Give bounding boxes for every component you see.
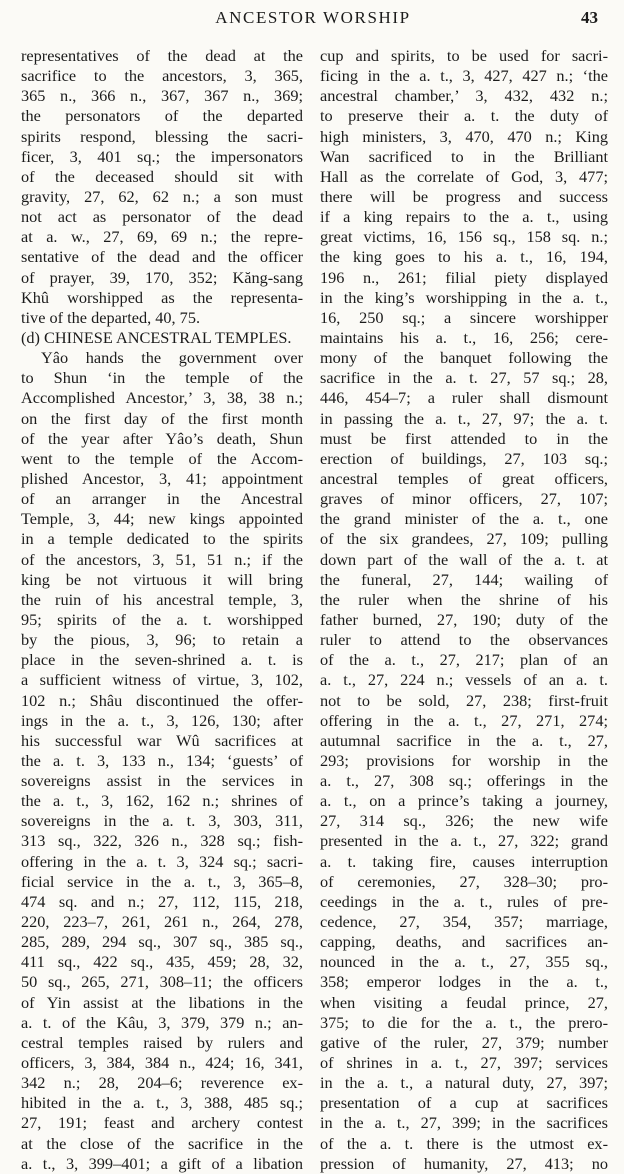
index-line: Accomplished Ancestor,’ 3, 38, 38 n.; <box>21 388 303 408</box>
index-line: sacrifice in the a. t. 27, 57 sq.; 28, <box>320 368 608 388</box>
index-line: sacrifice to the ancestors, 3, 365, <box>21 66 303 86</box>
index-line: 411 sq., 422 sq., 435, 459; 28, 32, <box>21 952 303 972</box>
index-line: at a. w., 27, 69, 69 n.; the repre- <box>21 227 303 247</box>
index-line: in the a. t., a natural duty, 27, 397; <box>320 1073 608 1093</box>
index-line: in a temple dedicated to the spirits <box>21 529 303 549</box>
index-line: went to the temple of the Accom- <box>21 448 303 468</box>
index-line: place in the seven-shrined a. t. is <box>21 650 303 670</box>
index-line: cedence, 27, 354, 357; marriage, <box>320 912 608 932</box>
index-line: of ceremonies, 27, 328–30; pro- <box>320 871 608 891</box>
index-line: the funeral, 27, 144; wailing of <box>320 569 608 589</box>
index-line: not act as personator of the dead <box>21 207 303 227</box>
index-line: a. t., 27, 308 sq.; offerings in the <box>320 771 608 791</box>
index-line: hibited in the a. t., 3, 388, 485 sq.; <box>21 1093 303 1113</box>
index-line: down part of the wall of the a. t. at <box>320 549 608 569</box>
page-number: 43 <box>581 8 598 27</box>
index-line: of the year after Yâo’s death, Shun <box>21 428 303 448</box>
index-line: Khû worshipped as the representa- <box>21 287 303 307</box>
index-line: 16, 250 sq.; a sincere worshipper <box>320 307 608 327</box>
index-line: not to be sold, 27, 238; first-fruit <box>320 690 608 710</box>
index-line: ings in the a. t., 3, 126, 130; after <box>21 710 303 730</box>
index-line: 27, 314 sq., 326; the new wife <box>320 811 608 831</box>
index-line: cestral temples raised by rulers and <box>21 1032 303 1052</box>
index-line: ficing in the a. t., 3, 427, 427 n.; ‘the <box>320 66 608 86</box>
index-line: king be not virtuous it will bring <box>21 569 303 589</box>
index-line: presented in the a. t., 27, 322; grand <box>320 831 608 851</box>
index-line: of an arranger in the Ancestral <box>21 489 303 509</box>
index-line: nounced in the a. t., 27, 355 sq., <box>320 952 608 972</box>
index-line: the a. t. 3, 133 n., 134; ‘guests’ of <box>21 750 303 770</box>
index-line: officers, 3, 384, 384 n., 424; 16, 341, <box>21 1053 303 1073</box>
index-line: mony of the banquet following the <box>320 348 608 368</box>
page-header <box>28 8 598 34</box>
right-column <box>320 46 608 1174</box>
index-line: 285, 289, 294 sq., 307 sq., 385 sq., <box>21 932 303 952</box>
index-line: gravity, 27, 62, 62 n.; a son must <box>21 186 303 206</box>
section-heading: (d) CHINESE ANCESTRAL TEMPLES. <box>21 327 292 347</box>
index-line: by the pious, 3, 96; to retain a <box>21 630 303 650</box>
index-line: there will be progress and success <box>320 186 608 206</box>
index-line: a. t. of the Kâu, 3, 379, 379 n.; an- <box>21 1012 303 1032</box>
index-line: of the ancestors, 3, 51, 51 n.; if the <box>21 549 303 569</box>
index-line: ficial service in the a. t., 3, 365–8, <box>21 871 303 891</box>
index-line: sovereigns assist in the services in <box>21 771 303 791</box>
index-line: 342 n.; 28, 204–6; reverence ex- <box>21 1073 303 1093</box>
index-line: high ministers, 3, 470, 470 n.; King <box>320 126 608 146</box>
index-line: great victims, 16, 156 sq., 158 sq. n.; <box>320 227 608 247</box>
index-line: a. t., 3, 399–401; a gift of a libation <box>21 1153 303 1173</box>
index-line: the a. t., 3, 162, 162 n.; shrines of <box>21 791 303 811</box>
index-line: 220, 223–7, 261, 261 n., 264, 278, <box>21 912 303 932</box>
index-line: must be first attended to in the <box>320 428 608 448</box>
index-line: spirits respond, blessing the sacri- <box>21 126 303 146</box>
index-line: to preserve their a. t. the duty of <box>320 106 608 126</box>
index-line: ruler to attend to the observances <box>320 630 608 650</box>
index-line: plished Ancestor, 3, 41; appointment <box>21 468 303 488</box>
index-line: offering in the a. t. 3, 324 sq.; sacri- <box>21 851 303 871</box>
index-line: in the a. t., 27, 399; in the sacrifices <box>320 1113 608 1133</box>
index-line: a. t., 27, 224 n.; vessels of an a. t. <box>320 670 608 690</box>
index-line: the king goes to his a. t., 16, 194, <box>320 247 608 267</box>
index-line: ancestral chamber,’ 3, 432, 432 n.; <box>320 86 608 106</box>
index-line: of the six grandees, 27, 109; pulling <box>320 529 608 549</box>
index-line: a sufficient witness of virtue, 3, 102, <box>21 670 303 690</box>
index-line: 375; to die for the a. t., the prero- <box>320 1012 608 1032</box>
index-line: on the first day of the first month <box>21 408 303 428</box>
index-line: offering in the a. t., 27, 271, 274; <box>320 710 608 730</box>
index-line: 50 sq., 265, 271, 308–11; the officers <box>21 972 303 992</box>
index-line: of prayer, 39, 170, 352; Kăng-sang <box>21 267 303 287</box>
index-line: 313 sq., 322, 326 n., 328 sq.; fish- <box>21 831 303 851</box>
index-line: capping, deaths, and sacrifices an- <box>320 932 608 952</box>
index-line: 446, 454–7; a ruler shall dismount <box>320 388 608 408</box>
index-line: to Shun ‘in the temple of the <box>21 368 303 388</box>
index-line: sentative of the dead and the officer <box>21 247 303 267</box>
index-line: the ruler when the shrine of his <box>320 589 608 609</box>
index-line: cup and spirits, to be used for sacri- <box>320 46 608 65</box>
index-line: of shrines in a. t., 27, 397; services <box>320 1053 608 1073</box>
index-line: 102 n.; Shâu discontinued the offer- <box>21 690 303 710</box>
index-line: Wan sacrificed to in the Brilliant <box>320 146 608 166</box>
index-line: Yâo hands the government over <box>41 348 303 368</box>
index-line: Hall as the correlate of God, 3, 477; <box>320 166 608 186</box>
index-line: graves of minor officers, 27, 107; <box>320 489 608 509</box>
index-line: 293; provisions for worship in the <box>320 750 608 770</box>
index-line: maintains his a. t., 16, 256; cere- <box>320 327 608 347</box>
index-line: the grand minister of the a. t., one <box>320 509 608 529</box>
index-line: father burned, 27, 190; duty of the <box>320 609 608 629</box>
index-line: when visiting a feudal prince, 27, <box>320 992 608 1012</box>
index-line: erection of buildings, 27, 103 sq.; <box>320 448 608 468</box>
index-line: 474 sq. and n.; 27, 112, 115, 218, <box>21 891 303 911</box>
index-line: gative of the ruler, 27, 379; number <box>320 1032 608 1052</box>
index-line: sovereigns in the a. t. 3, 303, 311, <box>21 811 303 831</box>
running-title: ANCESTOR WORSHIP <box>215 8 411 27</box>
index-line: if a king repairs to the a. t., using <box>320 207 608 227</box>
index-line: 358; emperor lodges in the a. t., <box>320 972 608 992</box>
index-line: 27, 191; feast and archery contest <box>21 1113 303 1133</box>
index-line: 196 n., 261; filial piety displayed <box>320 267 608 287</box>
index-line: a. t. taking fire, causes interruption <box>320 851 608 871</box>
index-line: 365 n., 366 n., 367, 367 n., 369; <box>21 86 303 106</box>
index-line: his successful war Wû sacrifices at <box>21 730 303 750</box>
index-line: in the king’s worshipping in the a. t., <box>320 287 608 307</box>
index-line: pression of humanity, 27, 413; no <box>320 1153 608 1173</box>
index-line: of the a. t., 27, 217; plan of an <box>320 650 608 670</box>
index-line: Temple, 3, 44; new kings appointed <box>21 509 303 529</box>
index-line: a. t., on a prince’s taking a journey, <box>320 791 608 811</box>
index-line: ficer, 3, 401 sq.; the impersonators <box>21 146 303 166</box>
index-line: the ruin of his ancestral temple, 3, <box>21 589 303 609</box>
index-line: representatives of the dead at the <box>21 46 303 65</box>
index-line: the personators of the departed <box>21 106 303 126</box>
index-line: of the deceased should sit with <box>21 166 303 186</box>
index-line: ceedings in the a. t., rules of pre- <box>320 891 608 911</box>
index-line: autumnal sacrifice in the a. t., 27, <box>320 730 608 750</box>
index-line: ancestral temples of great officers, <box>320 468 608 488</box>
index-line: in passing the a. t., 27, 97; the a. t. <box>320 408 608 428</box>
index-line: tive of the departed, 40, 75. <box>21 307 201 327</box>
index-line: 95; spirits of the a. t. worshipped <box>21 609 303 629</box>
left-column <box>21 46 303 1174</box>
index-line: of Yin assist at the libations in the <box>21 992 303 1012</box>
index-line: presentation of a cup at sacrifices <box>320 1093 608 1113</box>
index-line: of the a. t. there is the utmost ex- <box>320 1133 608 1153</box>
index-line: at the close of the sacrifice in the <box>21 1133 303 1153</box>
